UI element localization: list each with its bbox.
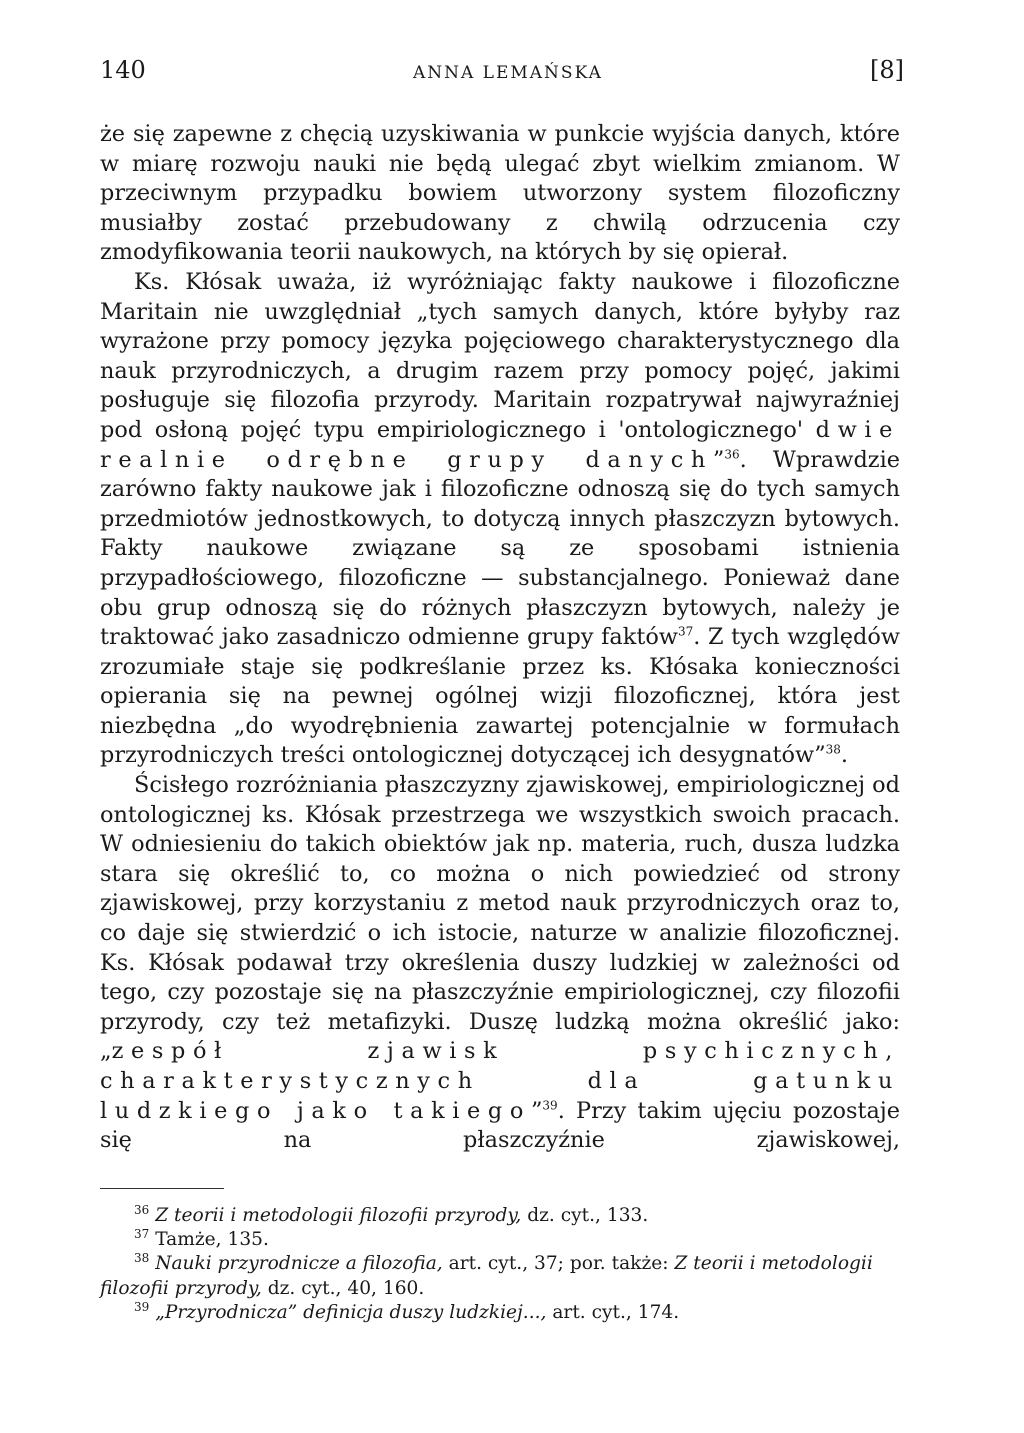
paragraph-2-text-d: . Z tych względów zrozumiałe staje się podkreślanie przez ks. Kłósaka konieczności opierania się na pewnej ogólnej wizji filozoficznej, która jest niezbędna „do wyodrębnienia zawartej potencjalnie w formułach przyrodniczych treści ontologicznej dotyczącej ich desygnatów” [100, 624, 900, 769]
footnote-divider [100, 1188, 224, 1189]
footnotes [100, 1204, 900, 1325]
running-title: ANNA LEMAŃSKA [412, 63, 603, 83]
paragraph-3-text-a: Ścisłego rozróżniania płaszczyzny zjawiskowej, empiriologicznej od ontologicznej ks. Kłósak przestrzega we wszystkich swoich pracach. W odniesieniu do takich obiektów jak np. materia, ruch, dusza ludzka stara się określić to, co można o nich powiedzieć od strony zjawiskowej, przy korzystaniu z metod nauk przyrodniczych oraz to, co daje się stwierdzić o ich istocie, naturze w analizie filozoficznej. Ks. Kłósak podawał trzy określenia duszy ludzkiej w zależności od tego, czy pozostaje się na płaszczyźnie empiriologicznej, czy filozofii przyrody, czy też metafizyki. Duszę ludzką można określić jako: „ [100, 772, 900, 1065]
footnote-title: Z teorii i metodologii filozofii przyrody, [155, 1205, 522, 1226]
footnote-39 [100, 1301, 900, 1325]
main-text [100, 120, 900, 1156]
footnote-citation: art. cyt., 37; por. także: [442, 1253, 675, 1275]
footnote-citation: Tamże, 135. [155, 1229, 269, 1251]
page-number: 140 [100, 56, 146, 84]
page-header [100, 56, 904, 84]
footnote-number: 37 [134, 1227, 150, 1242]
paragraph-2 [100, 268, 900, 771]
closing-quote: ” [530, 1097, 543, 1124]
closing-quote: ” [712, 446, 725, 473]
section-marker: [8] [870, 56, 904, 84]
footnote-37 [100, 1228, 900, 1252]
footnote-ref-37[interactable]: 37 [677, 624, 694, 639]
paragraph-2-text-e: . [840, 742, 849, 769]
paragraph-2-text-c: . Wprawdzie zarówno fakty naukowe jak i filozoficzne odnoszą się do tych samych przedmiotów jednostkowych, to dotyczą innych płaszczyzn bytowych. Fakty naukowe związane są ze sposobami istnienia przypadłościowego, filozoficzne — substancjalnego. Ponieważ dane obu grup odnoszą się do różnych płaszczyzn bytowych, należy je traktować jako zasadniczo odmienne grupy faktów [100, 446, 900, 651]
footnote-ref-36[interactable]: 36 [724, 447, 740, 462]
paragraph-3-text-c: . Przy takim ujęciu pozostaje się na płaszczyźnie zjawiskowej, [100, 1097, 900, 1154]
footnote-38 [100, 1252, 900, 1300]
footnote-title: „Przyrodnicza” definicja duszy ludzkiej..., [155, 1301, 547, 1323]
footnote-title: Nauki przyrodnicze a filozofia, [155, 1253, 443, 1275]
footnote-number: 36 [134, 1202, 150, 1217]
paragraph-1: że się zapewne z chęcią uzyskiwania w punkcie wyjścia danych, które w miarę rozwoju nauki nie będą ulegać zbyt wielkim zmianom. W przeciwnym przypadku bowiem utworzony system filozoficzny musiałby zostać przebudowany z chwilą odrzucenia czy zmodyfikowania teorii naukowych, na których by się opierał. [100, 121, 900, 266]
footnote-number: 38 [134, 1251, 150, 1266]
footnote-number: 39 [134, 1299, 150, 1314]
spaced-emphasis: dwie realnie odrębne grupy danych [100, 416, 900, 473]
footnote-citation: art. cyt., 174. [546, 1301, 680, 1323]
footnote-36 [100, 1204, 900, 1228]
footnote-ref-39[interactable]: 39 [542, 1098, 558, 1113]
paragraph-2-text-a: Ks. Kłósak uważa, iż wyróżniając fakty naukowe i filozoficzne Maritain nie uwzględniał „tych samych danych, które byłyby raz wyrażone przy pomocy języka pojęciowego charakterystycznego dla nauk przyrodniczych, a drugim razem przy pomocy pojęć, jakimi posługuje się filozofia przyrody. Maritain rozpatrywał najwyraźniej pod osłoną pojęć typu empiriologicznego i 'ontologicznego' [100, 268, 900, 443]
footnote-citation: dz. cyt., 133. [521, 1205, 649, 1226]
footnote-ref-38[interactable]: 38 [825, 743, 841, 757]
footnote-citation-2: dz. cyt., 40, 160. [261, 1277, 425, 1299]
footnote-title-2: Z teorii i metodologii filozofii przyrody, [100, 1253, 873, 1299]
spaced-emphasis-definition: zespół zjawisk psychicznych, charakterystycznych dla gatunku ludzkiego jako takiego [100, 1038, 900, 1124]
paragraph-3 [100, 771, 900, 1156]
